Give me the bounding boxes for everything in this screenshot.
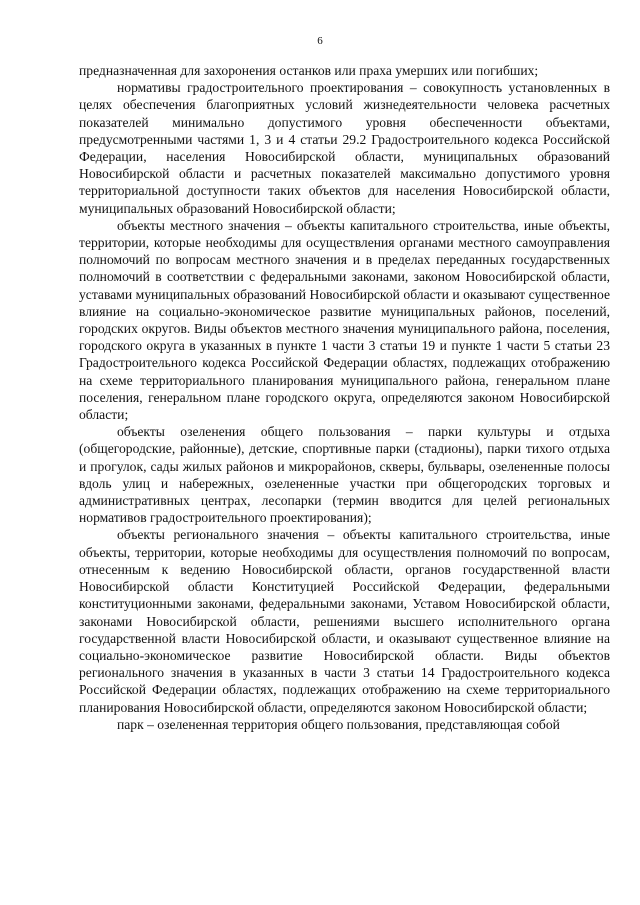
body-text (79, 62, 610, 733)
page-number: 6 (317, 35, 323, 47)
paragraph: объекты озеленения общего пользования – парки культуры и отдыха (общегородские, районные), детские, спортивные парки (стадионы), парки тихого отдыха и прогулок, сады жилых районов и микрорайонов, скверы, бульвары, озелененные полосы вдоль улиц и набережных, озелененные участки при общегородских торговых и административных центрах, лесопарки (термин вводится для целей региональных нормативов градостроительного проектирования); (79, 424, 610, 526)
paragraph: предназначенная для захоронения останков или праха умерших или погибших; (79, 63, 539, 78)
paragraph: объекты местного значения – объекты капитального строительства, иные объекты, территории, которые необходимы для осуществления органами местного самоуправления полномочий по вопросам местного значения и в пределах переданных государственных полномочий в соответствии с федеральными законами, законом Новосибирской области, уставами муниципальных образований Новосибирской области и оказывают существенное влияние на социально-экономическое развитие муниципальных районов, поселений, городских округов. Виды объектов местного значения муниципального района, поселения, городского округа в указанных в пункте 1 части 3 статьи 19 и пункте 1 части 5 статьи 23 Градостроительного кодекса Российской Федерации областях, подлежащих отображению на схеме территориального планирования муниципального района, генеральном плане поселения, генеральном плане городского округа, определяются законом Новосибирской области; (79, 217, 610, 423)
paragraph: объекты регионального значения – объекты капитального строительства, иные объекты, территории, которые необходимы для осуществления полномочий по вопросам, отнесенным к ведению Новосибирской области, органов государственной власти Новосибирской области Конституцией Российской Федерации, федеральными конституционными законами, федеральными законами, Уставом Новосибирской области, законами Новосибирской области, решениями высшего исполнительного органа государственной власти Новосибирской области, и оказывают существенное влияние на социально-экономическое развитие Новосибирской области. Виды объектов регионального значения в указанных в части 3 статьи 14 Градостроительного кодекса Российской Федерации областях, подлежащих отображению на схеме территориального планирования Новосибирской области, определяются законом Новосибирской области; (79, 527, 610, 715)
paragraph: парк – озелененная территория общего пользования, представляющая собой (117, 716, 560, 732)
paragraph: нормативы градостроительного проектирования – совокупность установленных в целях обеспечения благоприятных условий жизнедеятельности человека расчетных показателей минимально допустимого уровня обеспеченности объектами, предусмотренными частями 1, 3 и 4 статьи 29.2 Градостроительного кодекса Российской Федерации, населения Новосибирской области, муниципальных образований Новосибирской области и расчетных показателей максимально допустимого уровня территориальной доступности таких объектов для населения Новосибирской области, муниципальных образований Новосибирской области; (79, 80, 610, 216)
